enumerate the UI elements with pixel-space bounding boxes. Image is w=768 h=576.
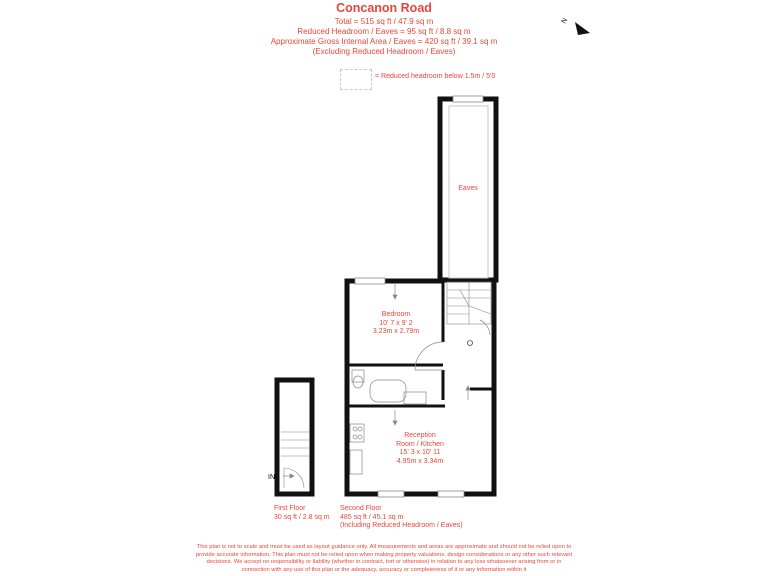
first-floor-name: First Floor xyxy=(274,505,306,512)
excluding-note: (Excluding Reduced Headroom / Eaves) xyxy=(312,47,456,56)
disclaimer-line: This plan is not to scale and must be used as layout guidance only. All measurements and areas are approximate and should not be relied upon to xyxy=(196,544,572,550)
eaves-label: Eaves xyxy=(458,185,478,192)
bedroom-name: Bedroom xyxy=(381,311,411,318)
bedroom-label xyxy=(355,311,437,337)
reduced-area: Reduced Headroom / Eaves = 95 sq ft / 8.8 sq m xyxy=(297,27,471,36)
kitchen-fixtures xyxy=(350,424,364,474)
disclaimer-line: provide accurate information. This plan must not be relied upon when making property valuations, design considerations or any other such relevant xyxy=(195,551,573,558)
reception-metric: 4.95m x 3.34m xyxy=(396,457,444,465)
legend-text: = Reduced headroom below 1.5m / 5'0 xyxy=(375,73,496,80)
disclaimer-line: connection with any use of this plan or the adequacy, accuracy or completeness of it or any information within it xyxy=(241,566,527,573)
reception-name: Reception xyxy=(404,432,436,439)
compass-label: N xyxy=(560,17,570,25)
second-floor-caption xyxy=(340,505,463,531)
stairs-first-floor xyxy=(281,432,309,488)
entrance-label: IN xyxy=(268,474,275,481)
second-floor-area: 485 sq ft / 45.1 sq m xyxy=(340,513,404,521)
plan-title: Concanon Road xyxy=(336,1,432,15)
reception-imperial: 15' 3 x 10' 11 xyxy=(399,449,441,456)
bedroom-imperial: 10' 7 x 9' 2 xyxy=(379,319,413,327)
entrance-arrow-icon xyxy=(283,474,294,478)
first-floor-area: 30 sq ft / 2.8 sq m xyxy=(274,513,330,521)
reception-label xyxy=(380,432,460,466)
second-floor-name: Second Floor xyxy=(340,505,382,512)
second-floor-note: (Including Reduced Headroom / Eaves) xyxy=(340,522,463,529)
reception-name-2: Room / Kitchen xyxy=(396,440,444,448)
total-area: Total = 515 sq ft / 47.9 sq m xyxy=(334,17,434,26)
compass-arrow-icon xyxy=(575,22,590,35)
bedroom-metric: 3.23m x 2.79m xyxy=(372,328,420,335)
disclaimer xyxy=(150,544,618,574)
stairs-second-floor xyxy=(447,282,491,346)
first-floor-walls xyxy=(277,380,312,494)
gross-area: Approximate Gross Internal Area / Eaves = 420 sq ft / 39.1 sq m xyxy=(270,37,498,46)
first-floor-caption xyxy=(274,505,330,522)
disclaimer-line: decisions. We accept no responsibility or liability (whether in contract, tort or otherwise) in relation to any loss whatsoever arising from or in xyxy=(206,559,562,566)
bathroom-fixtures xyxy=(352,370,426,404)
